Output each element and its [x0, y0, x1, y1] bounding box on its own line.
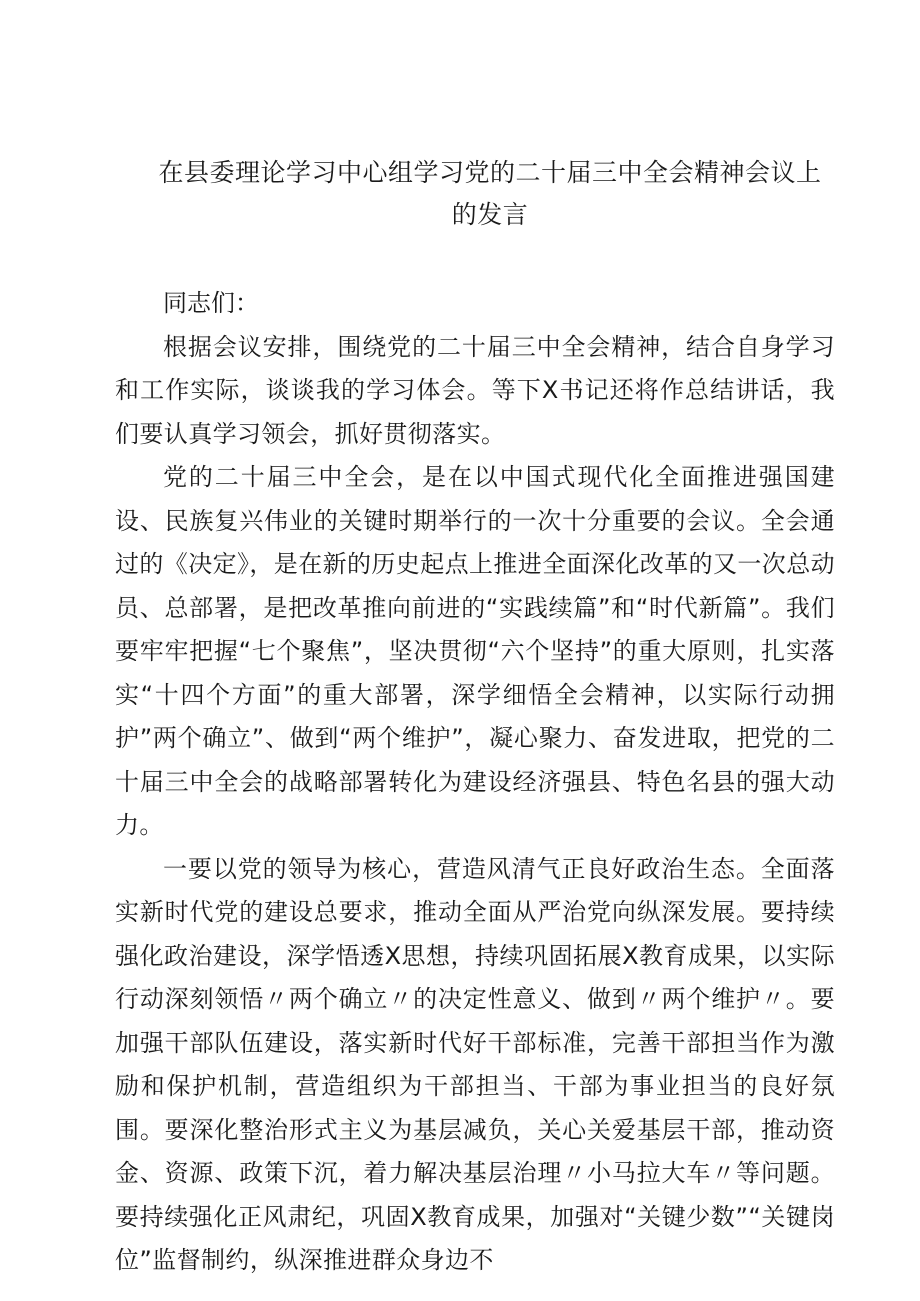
- document-title: 在县委理论学习中心组学习党的二十届三中全会精神会议上的发言: [158, 158, 822, 229]
- paragraph-1: 根据会议安排，围绕党的二十届三中全会精神，结合自身学习和工作实际，谈谈我的学习体会。等下X书记还将作总结讲话，我们要认真学习领会，抓好贯彻落实。: [115, 332, 835, 448]
- paragraph-2: 党的二十届三中全会，是在以中国式现代化全面推进强国建设、民族复兴伟业的关键时期举行的一次十分重要的会议。全会通过的《决定》，是在新的历史起点上推进全面深化改革的又一次总动员、总部署，是把改革推向前进的“实践续篇”和“时代新篇”。我们要牢牢把握“七个聚焦”，坚决贯彻“六个坚持”的重大原则，扎实落实“十四个方面”的重大部署，深学细悟全会精神，以实际行动拥护”两个确立”、做到“两个维护”，凝心聚力、奋发进取，把党的二十届三中全会的战略部署转化为建设经济强县、特色名县的强大动力。: [115, 463, 835, 839]
- salutation: 同志们：: [163, 289, 259, 317]
- paragraph-3: 一要以党的领导为核心，营造风清气正良好政治生态。全面落实新时代党的建设总要求，推动全面从严治党向纵深发展。要持续强化政治建设，深学悟透X思想，持续巩固拓展X教育成果，以实际行动深刻领悟〃两个确立〃的决定性意义、做到〃两个维护〃。要加强干部队伍建设，落实新时代好干部标准，完善干部担当作为激励和保护机制，营造组织为干部担当、干部为事业担当的良好氛围。要深化整治形式主义为基层减负，关心关爱基层干部，推动资金、资源、政策下沉，着力解决基层治理〃小马拉大车〃等问题。要持续强化正风肃纪，巩固X教育成果，加强对“关键少数”“关键岗位”监督制约，纵深推进群众身边不: [115, 854, 835, 1274]
- document-body: [115, 282, 835, 1283]
